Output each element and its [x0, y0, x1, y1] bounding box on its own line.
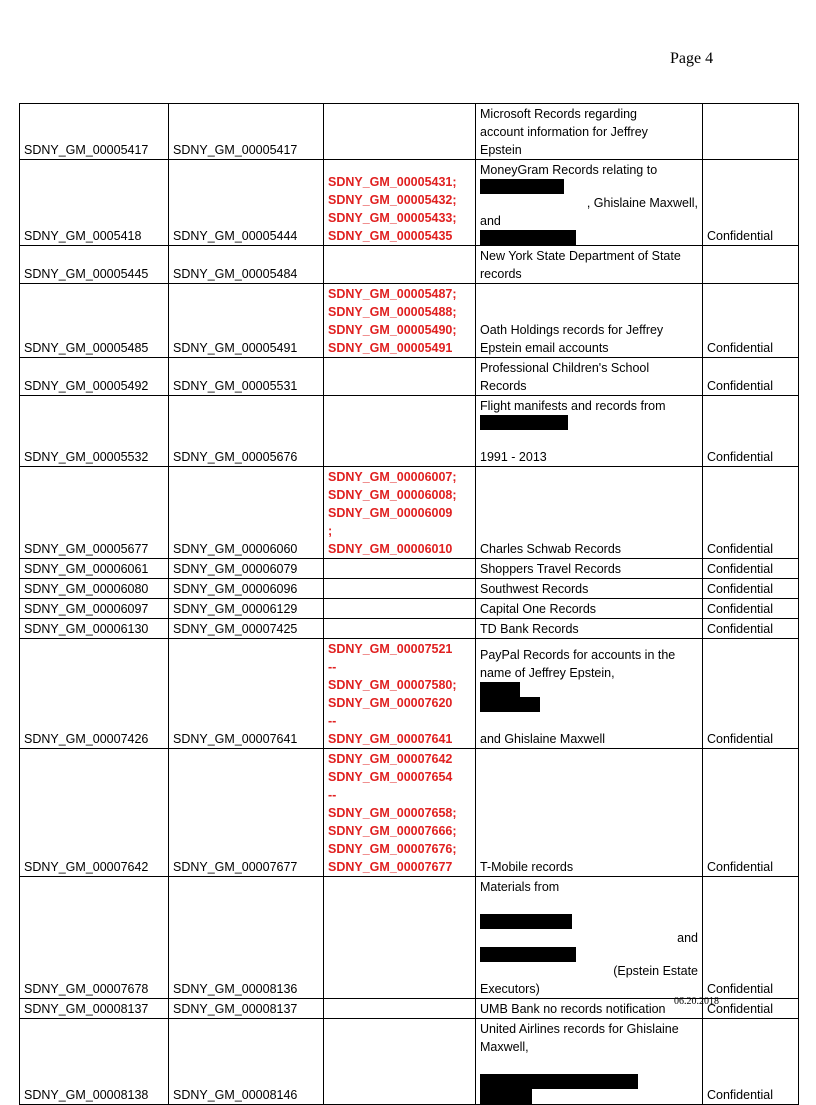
- end-bates: SDNY_GM_00008146: [169, 1019, 324, 1105]
- designation: Confidential: [703, 749, 799, 877]
- page-number: Page 4: [670, 50, 714, 67]
- table-row: [20, 104, 799, 160]
- begin-bates: SDNY_GM_00005677: [20, 467, 169, 559]
- end-bates: SDNY_GM_00005417: [169, 104, 324, 160]
- designation: Confidential: [703, 599, 799, 619]
- end-bates: SDNY_GM_00005444: [169, 160, 324, 246]
- description: New York State Department of State records: [476, 246, 703, 284]
- table-row: [20, 559, 799, 579]
- redaction-block: [480, 697, 540, 712]
- begin-bates: SDNY_GM_00006080: [20, 579, 169, 599]
- end-bates: SDNY_GM_00008137: [169, 999, 324, 1019]
- description: Charles Schwab Records: [476, 467, 703, 559]
- begin-bates: SDNY_GM_00005492: [20, 358, 169, 396]
- begin-bates: SDNY_GM_00008137: [20, 999, 169, 1019]
- designation: [703, 246, 799, 284]
- description: United Airlines records for Ghislaine Maxwell,: [476, 1019, 703, 1105]
- redacted-pages: [324, 559, 476, 579]
- begin-bates: SDNY_GM_00006061: [20, 559, 169, 579]
- description: Professional Children's School Records: [476, 358, 703, 396]
- description: T-Mobile records: [476, 749, 703, 877]
- production-log-table: [19, 103, 799, 1105]
- footer-date: 06.20.2018: [674, 996, 719, 1007]
- table-row: [20, 160, 799, 246]
- description: UMB Bank no records notification: [476, 999, 703, 1019]
- end-bates: SDNY_GM_00006096: [169, 579, 324, 599]
- description: Microsoft Records regarding account information for Jeffrey Epstein: [476, 104, 703, 160]
- end-bates: SDNY_GM_00005484: [169, 246, 324, 284]
- redacted-pages: SDNY_GM_00005487; SDNY_GM_00005488; SDNY_GM_00005490; SDNY_GM_00005491: [324, 284, 476, 358]
- table-row: [20, 619, 799, 639]
- redaction-block: [480, 914, 572, 929]
- description: PayPal Records for accounts in the name of Jeffrey Epstein, and Ghislaine Maxwell: [476, 639, 703, 749]
- table-row: [20, 599, 799, 619]
- redacted-pages: SDNY_GM_00007642 SDNY_GM_00007654 -- SDNY_GM_00007658; SDNY_GM_00007666; SDNY_GM_00007676; SDNY_GM_00007677: [324, 749, 476, 877]
- table-row: [20, 396, 799, 467]
- description: Capital One Records: [476, 599, 703, 619]
- table-row: [20, 1019, 799, 1105]
- begin-bates: SDNY_GM_00008138: [20, 1019, 169, 1105]
- table-row: [20, 284, 799, 358]
- redacted-pages: SDNY_GM_00007521 -- SDNY_GM_00007580; SDNY_GM_00007620 -- SDNY_GM_00007641: [324, 639, 476, 749]
- end-bates: SDNY_GM_00007641: [169, 639, 324, 749]
- description: Materials from and (Epstein Estate Executors): [476, 877, 703, 999]
- redaction-block: [480, 682, 520, 697]
- description: TD Bank Records: [476, 619, 703, 639]
- table-row: [20, 467, 799, 559]
- designation: Confidential: [703, 579, 799, 599]
- end-bates: SDNY_GM_00006060: [169, 467, 324, 559]
- begin-bates: SDNY_GM_00005417: [20, 104, 169, 160]
- end-bates: SDNY_GM_00007677: [169, 749, 324, 877]
- designation: Confidential: [703, 396, 799, 467]
- redaction-block: [480, 1089, 532, 1104]
- begin-bates: SDNY_GM_00006097: [20, 599, 169, 619]
- begin-bates: SDNY_GM_0005418: [20, 160, 169, 246]
- designation: Confidential: [703, 999, 799, 1019]
- redacted-pages: [324, 358, 476, 396]
- redaction-block: [480, 1074, 638, 1089]
- redacted-pages: [324, 246, 476, 284]
- description: MoneyGram Records relating to , Ghislaine Maxwell, and: [476, 160, 703, 246]
- end-bates: SDNY_GM_00008136: [169, 877, 324, 999]
- end-bates: SDNY_GM_00005531: [169, 358, 324, 396]
- table-row: [20, 579, 799, 599]
- end-bates: SDNY_GM_00005676: [169, 396, 324, 467]
- table-row: [20, 246, 799, 284]
- end-bates: SDNY_GM_00007425: [169, 619, 324, 639]
- redacted-pages: [324, 619, 476, 639]
- designation: Confidential: [703, 877, 799, 999]
- redacted-pages: [324, 396, 476, 467]
- redacted-pages: SDNY_GM_00006007; SDNY_GM_00006008; SDNY_GM_00006009 ; SDNY_GM_00006010: [324, 467, 476, 559]
- description: Flight manifests and records from 1991 - 2013: [476, 396, 703, 467]
- designation: Confidential: [703, 358, 799, 396]
- redacted-pages: [324, 104, 476, 160]
- designation: Confidential: [703, 619, 799, 639]
- redacted-pages: [324, 579, 476, 599]
- redacted-pages: [324, 599, 476, 619]
- table-row: [20, 749, 799, 877]
- designation: Confidential: [703, 467, 799, 559]
- description: Oath Holdings records for Jeffrey Epstein email accounts: [476, 284, 703, 358]
- end-bates: SDNY_GM_00006079: [169, 559, 324, 579]
- begin-bates: SDNY_GM_00005485: [20, 284, 169, 358]
- designation: [703, 104, 799, 160]
- redaction-block: [480, 230, 576, 245]
- end-bates: SDNY_GM_00005491: [169, 284, 324, 358]
- table-row: [20, 358, 799, 396]
- designation: Confidential: [703, 559, 799, 579]
- redaction-block: [480, 415, 568, 430]
- begin-bates: SDNY_GM_00007426: [20, 639, 169, 749]
- begin-bates: SDNY_GM_00007642: [20, 749, 169, 877]
- redacted-pages: [324, 999, 476, 1019]
- designation: Confidential: [703, 1019, 799, 1105]
- begin-bates: SDNY_GM_00005445: [20, 246, 169, 284]
- redaction-block: [480, 179, 564, 194]
- redacted-pages: SDNY_GM_00005431; SDNY_GM_00005432; SDNY_GM_00005433; SDNY_GM_00005435: [324, 160, 476, 246]
- redaction-block: [480, 947, 576, 962]
- redacted-pages: [324, 877, 476, 999]
- table-row: [20, 639, 799, 749]
- designation: Confidential: [703, 284, 799, 358]
- redacted-pages: [324, 1019, 476, 1105]
- end-bates: SDNY_GM_00006129: [169, 599, 324, 619]
- designation: Confidential: [703, 160, 799, 246]
- begin-bates: SDNY_GM_00007678: [20, 877, 169, 999]
- begin-bates: SDNY_GM_00006130: [20, 619, 169, 639]
- description: Shoppers Travel Records: [476, 559, 703, 579]
- begin-bates: SDNY_GM_00005532: [20, 396, 169, 467]
- designation: Confidential: [703, 639, 799, 749]
- description: Southwest Records: [476, 579, 703, 599]
- table-row: [20, 877, 799, 999]
